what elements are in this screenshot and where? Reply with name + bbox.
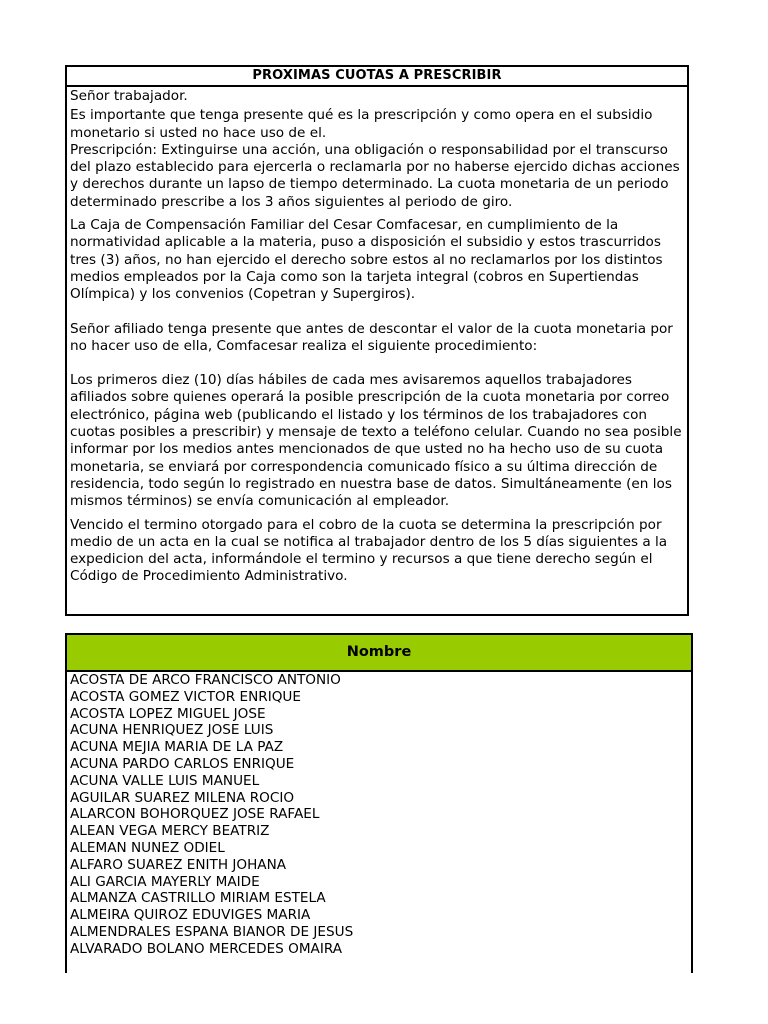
notice-definition: Prescripción: Extinguirse una acción, una obligación o responsabilidad por el transcurso del plazo establecido para ejercerla o reclamarla por no haberse ejercido dichas acciones y derechos durante un lapso de tiempo determinado. La cuota monetaria de un periodo determinado prescribe a los 3 años siguientes al periodo de giro.: [70, 141, 680, 210]
table-row: ALEMAN NUNEZ ODIEL: [70, 839, 225, 856]
table-row: ALARCON BOHORQUEZ JOSE RAFAEL: [70, 806, 320, 823]
names-table: [65, 633, 693, 973]
names-list: [67, 672, 691, 958]
table-row: ALMENDRALES ESPANA BIANOR DE JESUS: [70, 923, 354, 940]
table-row: ALI GARCIA MAYERLY MAIDE: [70, 873, 260, 890]
notice-intro: Es importante que tenga presente qué es la prescripción y como opera en el subsidio monetario si usted no hace uso de el.: [70, 107, 653, 141]
table-row: ACUNA VALLE LUIS MANUEL: [70, 772, 260, 789]
notice-procedure-intro: Señor afiliado tenga presente que antes de descontar el valor de la cuota monetaria por no hacer uso de ella, Comfacesar realiza el siguiente procedimiento:: [70, 320, 673, 354]
table-row: ACOSTA DE ARCO FRANCISCO ANTONIO: [70, 672, 341, 688]
table-row: ALMANZA CASTRILLO MIRIAM ESTELA: [70, 890, 326, 907]
table-row: ACUNA HENRIQUEZ JOSE LUIS: [70, 722, 274, 739]
table-row: ALVARADO BOLANO MERCEDES OMAIRA: [70, 940, 343, 957]
table-row: ALFARO SUAREZ ENITH JOHANA: [70, 856, 287, 873]
notice-title: PROXIMAS CUOTAS A PRESCRIBIR: [67, 67, 687, 87]
table-row: ACOSTA GOMEZ VICTOR ENRIQUE: [70, 688, 301, 705]
prescription-notice: [65, 65, 689, 616]
table-row: ACUNA PARDO CARLOS ENRIQUE: [70, 755, 295, 772]
table-row: ACOSTA LOPEZ MIGUEL JOSE: [70, 705, 266, 722]
table-row: ALMEIRA QUIROZ EDUVIGES MARIA: [70, 907, 311, 924]
names-table-header: Nombre: [67, 635, 691, 672]
notice-conclusion: Vencido el termino otorgado para el cobro de la cuota se determina la prescripción por medio de un acta en la cual se notifica al trabajador dentro de los 5 días siguientes a la expedicion del acta, informándole el termino y recursos a que tiene derecho según el Código de Procedimiento Administrativo.: [70, 516, 668, 585]
notice-body: [67, 87, 687, 586]
notice-caja-paragraph: La Caja de Compensación Familiar del Cesar Comfacesar, en cumplimiento de la normatividad aplicable a la materia, puso a disposición el subsidio y estos trascurridos tres (3) años, no han ejercido el derecho sobre estos al no reclamarlos por los distintos medios empleados por la Caja como son la tarjeta integral (cobros en Supertiendas Olímpica) y los convenios (Copetran y Supergiros).: [70, 217, 663, 303]
table-row: ACUNA MEJIA MARIA DE LA PAZ: [70, 739, 284, 756]
notice-procedure: Los primeros diez (10) días hábiles de cada mes avisaremos aquellos trabajadores afiliados sobre quienes operará la posible prescripción de la cuota monetaria por correo electrónico, página web (publicando el listado y los términos de los trabajadores con cuotas posibles a prescribir) y mensaje de texto a teléfono celular. Cuando no sea posible informar por los medios antes mencionados de que usted no ha hecho uso de su cuota monetaria, se enviará por correspondencia comunicado físico a su última dirección de residencia, todo según lo registrado en nuestra base de datos. Simultáneamente (en los mismos términos) se envía comunicación al empleador.: [70, 372, 682, 510]
table-row: AGUILAR SUAREZ MILENA ROCIO: [70, 789, 295, 806]
table-row: ALEAN VEGA MERCY BEATRIZ: [70, 823, 270, 840]
notice-greeting: Señor trabajador.: [70, 88, 188, 104]
